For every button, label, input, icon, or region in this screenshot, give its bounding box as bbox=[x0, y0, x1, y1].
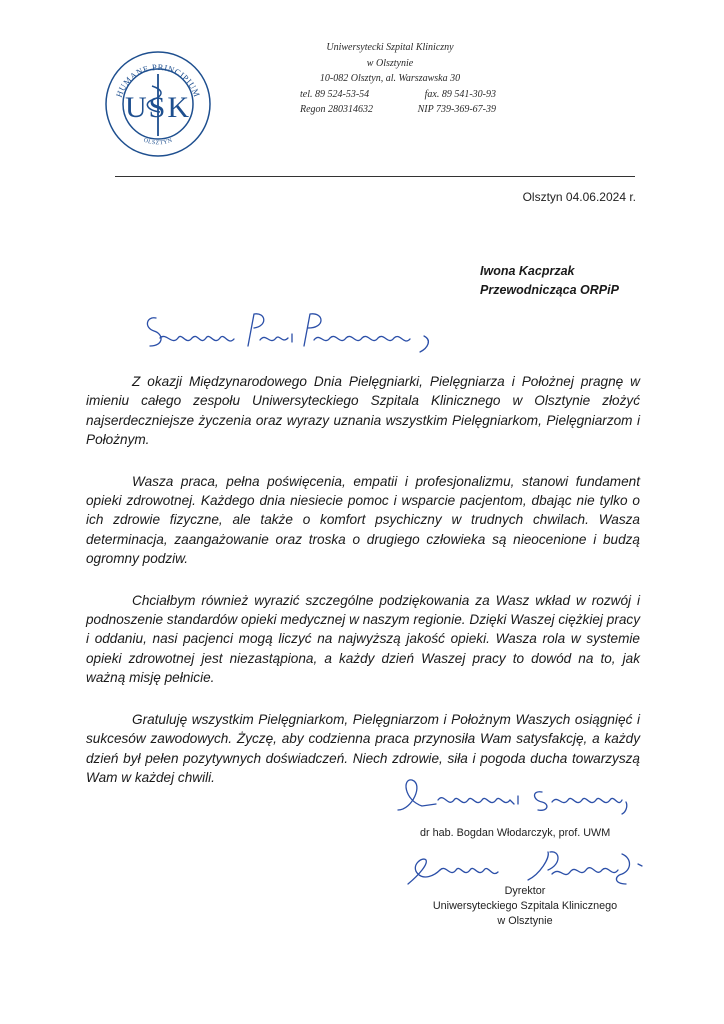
registry-row bbox=[270, 102, 510, 118]
institution-address: 10-082 Olsztyn, al. Warszawska 30 bbox=[319, 73, 461, 84]
logo-lower-text: OLSZTYN bbox=[142, 137, 174, 147]
phone-row bbox=[270, 87, 510, 103]
letter-body bbox=[86, 372, 640, 809]
institution-name: Uniwersytecki Szpital Kliniczny bbox=[326, 42, 454, 53]
position-city: w Olsztynie bbox=[497, 915, 553, 927]
hospital-logo bbox=[104, 50, 212, 158]
position-title: Dyrektor bbox=[504, 885, 546, 897]
body-paragraph: Z okazji Międzynarodowego Dnia Pielęgniarki, Pielęgniarza i Położnej pragnę w imieniu całego zespołu Uniwersyteckiego Szpitala Klinicznego w Olsztynie złożyć najserdeczniejsze życzenia oraz wyrazy uznania wszystkim Pielęgniarkom, Pielęgniarzom i Położnym. bbox=[86, 374, 640, 448]
position-institution: Uniwersyteckiego Szpitala Klinicznego bbox=[432, 900, 618, 912]
logo-motto: HUMANE PRINCIPIUM bbox=[113, 61, 203, 99]
body-paragraph: Wasza praca, pełna poświęcenia, empatii i profesjonalizmu, stanowi fundament opieki zdrowotnej. Każdego dnia niesiecie pomoc i wsparcie pacjentom, dbając nie tylko o ich zdrowie fizyczne, ale także o komfort psychiczny w trudnych chwilach. Wasza determinacja, zaangażowanie oraz troska o drugiego człowieka są nieocenione i budzą ogromny podziw. bbox=[86, 473, 640, 567]
body-paragraph: Chciałbym również wyrazić szczególne podziękowania za Wasz wkład w rozwój i podnoszenie standardów opieki medycznej w naszym regionie. Dzięki Waszej ciężkiej pracy i oddaniu, nasi pacjenci mogą liczyć na najwyższą jakość opieki. Wasza rola w systemie opieki zdrowotnej jest niezastąpiona, a każdy dzień Waszej pracy to dowód na to, jak ważną misję pełnicie. bbox=[86, 592, 640, 686]
logo-letters: USK bbox=[124, 91, 192, 124]
signer-name: dr hab. Bogdan Włodarczyk, prof. UWM bbox=[420, 827, 611, 839]
phone-number: tel. 89 524-53-54 bbox=[300, 88, 370, 100]
header-divider bbox=[115, 176, 635, 177]
letterhead bbox=[270, 40, 510, 118]
letter-date: Olsztyn 04.06.2024 r. bbox=[522, 190, 636, 204]
handwritten-salutation bbox=[142, 306, 442, 356]
recipient-name: Iwona Kacprzak bbox=[480, 264, 575, 278]
nip-number: NIP 739-369-67-39 bbox=[417, 104, 496, 115]
recipient-block bbox=[480, 262, 619, 300]
handwritten-closing bbox=[392, 770, 632, 826]
fax-number: fax. 89 541-30-93 bbox=[424, 88, 496, 100]
signer-position bbox=[418, 884, 632, 929]
body-paragraph: Gratuluję wszystkim Pielęgniarkom, Pielęgniarzom i Położnym Waszych osiągnięć i sukcesów zawodowych. Życzę, aby codzienna praca przynosiła Wam satysfakcję, a każdy dzień był pełen pozytywnych doświadczeń. Niech zdrowie, siła i pogoda ducha towarzyszą Wam w każdej chwili. bbox=[86, 711, 640, 785]
institution-city: w Olsztynie bbox=[366, 57, 414, 69]
regon-number: Regon 280314632 bbox=[300, 104, 374, 115]
recipient-title: Przewodnicząca ORPiP bbox=[480, 283, 619, 297]
